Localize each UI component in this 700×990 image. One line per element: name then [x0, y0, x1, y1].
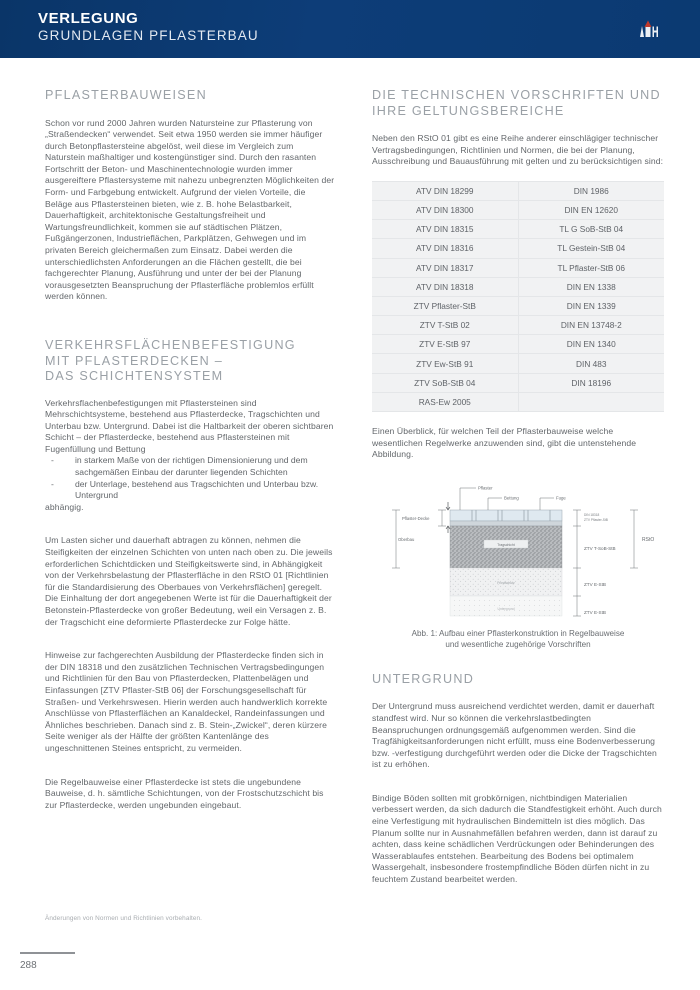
- norm-small-label-1: DIN 18318: [584, 512, 600, 517]
- spacer: [45, 526, 335, 535]
- frostschutz-label: Frostschutz: [497, 580, 515, 585]
- right-dimension-chain: [573, 510, 638, 616]
- untergrund-label: Untergrund: [497, 606, 515, 611]
- dash-marker: -: [51, 455, 54, 466]
- heading-line-1: DIE TECHNISCHEN VORSCHRIFTEN UND: [372, 88, 661, 102]
- list-item: [45, 455, 335, 478]
- layer-pflasterdecke: [450, 510, 562, 521]
- paragraph-schichtensystem: Verkehrsflachenbefestigungen mit Pflastersteinen sind Mehrschichtsysteme, bestehend aus Pflasterdecke, Tragschichten und Unterbau bzw. Untergrund. Dabei ist die Haltbarkeit der oberen sichtbaren Schicht – der Pflasterdecke, bestehend aus Pflastersteinen mit Fugenfüllung und Bettung: [45, 397, 334, 454]
- list-item-label: in starkem Maße von der richtigen Dimensionierung und dem sachgemäßen Einbau der darunter liegenden Schichten: [75, 455, 308, 478]
- table-cell-norm-left: RAS-Ew 2005: [372, 392, 518, 411]
- table-cell-norm-right: TL G SoB-StB 04: [518, 220, 664, 239]
- table-cell-norm-right: DIN EN 1339: [518, 296, 664, 315]
- table-cell-norm-right: TL Pflaster-StB 06: [518, 258, 664, 277]
- schichtensystem-list: [45, 455, 335, 501]
- spacer: [372, 650, 664, 672]
- norm-small-label-2: ZTV Pflaster-StB: [584, 517, 608, 522]
- table-cell-norm-right: DIN EN 1338: [518, 277, 664, 296]
- ztv-e-label-1: ZTV E-StB: [584, 581, 606, 587]
- caption-line-1: Abb. 1: Aufbau einer Pflasterkonstruktion in Regelbauweise: [411, 628, 625, 638]
- table-cell-norm-left: ATV DIN 18317: [372, 258, 518, 277]
- table-cell-norm-right: [518, 392, 664, 411]
- heading-verkehrsflaechenbefestigung: [45, 338, 335, 385]
- table-cell-norm-right: DIN 483: [518, 354, 664, 373]
- footer-note: Änderungen von Normen und Richtlinien vorbehalten.: [45, 915, 203, 922]
- table-cell-norm-left: ATV DIN 18316: [372, 239, 518, 258]
- table-row: [372, 200, 664, 219]
- table-row: [372, 239, 664, 258]
- paragraph-hinweise: Hinweise zur fachgerechten Ausbildung der Pflasterdecke finden sich in der DIN 18318 und den zusätzlichen Technischen Vertragsbedingungen und Richtlinien für den Bau von Pflasterdecken, Plattenbelägen und Einfassungen [ZTV Pflaster-StB 06] der Forschungsgesellschaft für Straßen- und Verkehrswesen. Hierin werden auch handwerklich korrekte Anschlüsse von Pflasterflächen an Kanaldeckel, Randeinfassungen und Ähnliches beschrieben. Danach sind z. B. Stein-„Zwickel“, deren kürzere Seite weniger als der Hälfte der größten Kantenlänge des ungeschnittenen Steines entspricht, zu vermeiden.: [45, 650, 328, 753]
- fuge-label: Fuge: [556, 495, 566, 501]
- table-row: [372, 258, 664, 277]
- table-cell-norm-left: ZTV E-StB 97: [372, 335, 518, 354]
- layer-untergrund: [450, 596, 562, 616]
- table-row: [372, 220, 664, 239]
- table-cell-norm-left: ATV DIN 18300: [372, 200, 518, 219]
- thickness-arrows: [446, 502, 450, 533]
- spacer: [372, 412, 664, 426]
- bettung-label: Bettung: [504, 495, 519, 501]
- table-row: [372, 335, 664, 354]
- pflasterkonstruktion-diagram: [372, 478, 664, 618]
- layer-bettung: [450, 521, 562, 526]
- table-row: [372, 181, 664, 200]
- heading-technische-vorschriften: [372, 88, 664, 119]
- table-row: [372, 354, 664, 373]
- figure-pflasterkonstruktion: [372, 478, 664, 618]
- layer-stack: [450, 510, 562, 616]
- page-title: VERLEGUNG: [38, 10, 139, 27]
- heading-line-2: IHRE GELTUNGSBEREICHE: [372, 103, 565, 118]
- table-cell-norm-left: ZTV SoB-StB 04: [372, 373, 518, 392]
- table-cell-norm-right: DIN 18196: [518, 373, 664, 392]
- list-item-label: der Unterlage, bestehend aus Tragschichten und Unterbau bzw. Untergrund: [75, 478, 319, 501]
- oberbau-dim-label: Oberbau: [398, 536, 415, 542]
- ztv-e-label-2: ZTV E-StB: [584, 609, 606, 615]
- spacer: [45, 768, 335, 777]
- ztv-t-label: ZTV T-SoB-StB: [584, 545, 616, 551]
- table-cell-norm-left: ZTV Ew-StB 91: [372, 354, 518, 373]
- pflasterdecke-dim-label: Pflaster-Decke: [402, 515, 430, 521]
- table-cell-norm-right: DIN 1986: [518, 181, 664, 200]
- pflaster-label: Pflaster: [478, 485, 493, 491]
- page-subtitle: GRUNDLAGEN PFLASTERBAU: [38, 28, 259, 43]
- paragraph-lasten: Um Lasten sicher und dauerhaft abtragen zu können, nehmen die Steifigkeiten der einzelnen Schichten von unten nach oben zu. Die jeweils erforderlichen Schichtdicken und Steifigkeitswerte sind, in Abhängigkeit von der Verkehrsbelastung der Pflasterfläche in den RStO 01 [Richtlinien für die Standardisierung des Oberbaues von Verkehrsflächen] geregelt. Die Einhaltung der dort angegebenen Werte ist für die Dauerhaftigkeit der Betonstein-Pflasterdecke von großer Bedeutung, weil ein Versagen z. B. der Tragschicht eine deformierte Pflasterdecke zur Folge hätte.: [45, 535, 333, 627]
- heading-line-2: MIT PFLASTERDECKEN –: [45, 353, 224, 368]
- spacer: [45, 641, 335, 650]
- paragraph-untergrund-2: Bindige Böden sollten mit grobkörnigen, nichtbindigen Materialien verbessert werden, da sich dadurch die Standfestigkeit erhöht. Auch durch eine Verfestigung mit hydraulischen Bindemitteln ist dies möglich. Das Planum sollte nur in Ausnahmefällen befahren werden, dann ist darauf zu achten, dass keine schädlichen Verdrückungen oder Behinderungen des Wasserablaufes entstehen. Bearbeitung des Bodens bei optimalem Wassergehalt, insbesondere frostempfindliche Böden dürfen nicht in zu feuchtem Zustand bearbeitet werden.: [372, 792, 662, 885]
- page-header: [0, 0, 700, 58]
- norms-table: [372, 181, 664, 412]
- table-cell-norm-left: ATV DIN 18318: [372, 277, 518, 296]
- right-column: [372, 88, 664, 886]
- table-row: [372, 296, 664, 315]
- table-cell-norm-right: DIN EN 12620: [518, 200, 664, 219]
- table-cell-norm-left: ZTV T-StB 02: [372, 316, 518, 335]
- paragraph-vorschriften-intro: Neben den RStO 01 gibt es eine Reihe anderer einschlägiger technischer Vertragsbedingungen, Richtlinien und Normen, die bei der Planung, Ausschreibung und Bauausführung mit gelten und zu berücksichtigen sind:: [372, 133, 664, 167]
- dash-marker: -: [51, 478, 54, 489]
- rsto-label: RStO: [642, 536, 655, 543]
- heading-untergrund: UNTERGRUND: [372, 671, 475, 686]
- wh-logo: [624, 17, 668, 43]
- heading-line-1: VERKEHRSFLÄCHENBEFESTIGUNG: [45, 338, 296, 352]
- norms-table-body: [372, 181, 664, 411]
- list-item: [45, 479, 335, 502]
- table-cell-norm-right: DIN EN 1340: [518, 335, 664, 354]
- paragraph-abhaengig: abhängig.: [45, 501, 84, 512]
- page-number: 288: [20, 960, 37, 971]
- table-cell-norm-right: TL Gestein-StB 04: [518, 239, 664, 258]
- spacer: [45, 316, 335, 338]
- footer-rule: [20, 952, 75, 954]
- table-row: [372, 277, 664, 296]
- figure-caption: [372, 628, 664, 650]
- table-cell-norm-left: ZTV Pflaster-StB: [372, 296, 518, 315]
- table-row: [372, 392, 664, 411]
- table-cell-norm-right: DIN EN 13748-2: [518, 316, 664, 335]
- left-column: [45, 88, 335, 811]
- table-cell-norm-left: ATV DIN 18315: [372, 220, 518, 239]
- table-cell-norm-left: ATV DIN 18299: [372, 181, 518, 200]
- caption-line-2: und wesentliche zugehörige Vorschriften: [445, 639, 591, 649]
- paragraph-regelbauweise: Die Regelbauweise einer Pflasterdecke ist stets die ungebundene Bauweise, d. h. sämtliche Schichtungen, von der Frostschutzschicht bis zur Pflasterdecke, werden ungebunden eingebaut.: [45, 776, 324, 810]
- table-row: [372, 373, 664, 392]
- heading-line-3: DAS SCHICHTENSYSTEM: [45, 369, 224, 383]
- tragschicht-label: Tragschicht: [497, 542, 515, 547]
- heading-pflasterbauweisen: PFLASTERBAUWEISEN: [45, 88, 207, 102]
- paragraph-pflasterbauweisen: Schon vor rund 2000 Jahren wurden Natursteine zur Pflasterung von „Straßendecken“ verwendet. Seit etwa 1950 werden sie immer häufiger durch Betonpflastersteine abgelöst, weil diese im Vergleich zum Naturstein maßhaltiger und kostengünstiger sind. Durch den rasanten Fortschritt der Beton- und Maschinentechnologie wurden immer ausgereiftere Pflastersysteme mit nahezu unbegrenzten Möglichkeiten der Form- und Farbgebung entwickelt. Aufgrund der vielen Vorteile, die Beläge aus Pflastersteinen bieten, wie z. B. hohe Belastbarkeit, Dauerhaftigkeit, architektonische Gestaltungsfreiheit und Wartungsfreundlichkeit, kommen sie auf städtischen Plätzen, Fußgängerzonen, Industrieflächen, Parkplätzen, Gehwegen und im privaten Bereich gleichermaßen zum Einsatz. Dabei werden die unterschiedlichsten Anforderungen an die Flächen gestellt, die bei fachgerechter Planung, Ausführung und unter der bei der Planung vorausgesetzten Beanspruchung der Pflasterfläche problemlos erfüllt werden können.: [45, 117, 335, 302]
- table-row: [372, 316, 664, 335]
- paragraph-untergrund-1: Der Untergrund muss ausreichend verdichtet werden, damit er dauerhaft standfest wird. Nur so können die verkehrslastbedingten Beanspruchungen ordnungsgemäß aufgenommen werden. Sind die Tragfähigkeitsanforderungen nicht erfüllt, muss eine Bodenverbesserung bzw. -verfestigung durchgeführt werden oder die Dicke der Tragschichten ist zu erhöhen.: [372, 701, 657, 770]
- paragraph-ueberblick: Einen Überblick, für welchen Teil der Pflasterbauweise welche wesentlichen Regelwerke anzuwenden sind, gibt die untenstehende Abbildung.: [372, 426, 637, 460]
- spacer: [372, 784, 664, 793]
